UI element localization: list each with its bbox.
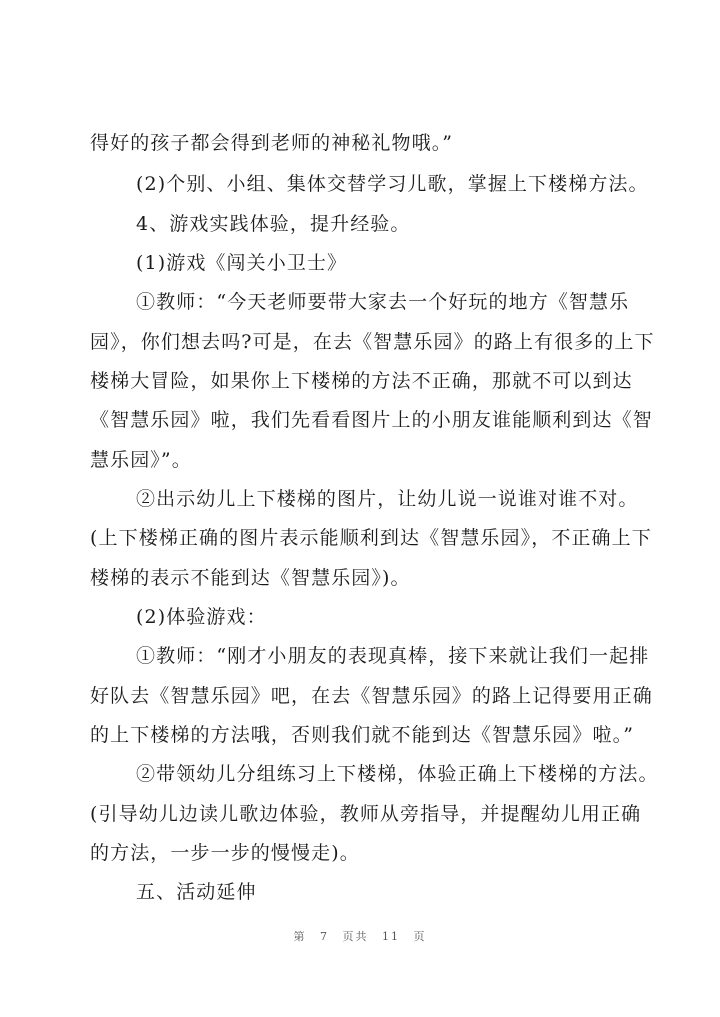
- text-line: ①教师：“刚才小朋友的表现真棒，接下来就让我们一起排: [136, 645, 650, 667]
- text-line: 的方法，一步一步的慢慢走)。: [90, 842, 360, 864]
- text-line: 《智慧乐园》啦，我们先看看图片上的小朋友谁能顺利到达《智: [90, 409, 653, 431]
- text-line: ②出示幼儿上下楼梯的图片，让幼儿说一说谁对谁不对。: [136, 488, 639, 510]
- text-line: 好队去《智慧乐园》吧，在去《智慧乐园》的路上记得要用正确: [90, 685, 653, 707]
- text-line: 的上下楼梯的方法哦，否则我们就不能到达《智慧乐园》啦。”: [90, 724, 635, 746]
- page-footer: [0, 928, 720, 944]
- text-line: ②带领幼儿分组练习上下楼梯，体验正确上下楼梯的方法。: [136, 763, 659, 785]
- text-line: 园》，你们想去吗?可是，在去《智慧乐园》的路上有很多的上下: [90, 331, 655, 353]
- text-line: (2)个别、小组、集体交替学习儿歌，掌握上下楼梯方法。: [136, 173, 649, 195]
- text-line: (引导幼儿边读儿歌边体验，教师从旁指导，并提醒幼儿用正确: [90, 803, 642, 825]
- text-line: 得好的孩子都会得到老师的神秘礼物哦。”: [90, 132, 454, 154]
- section-heading: 五、活动延伸: [136, 881, 257, 903]
- text-line: ①教师：“今天老师要带大家去一个好玩的地方《智慧乐: [136, 291, 630, 313]
- text-line: 慧乐园》”。: [90, 449, 192, 471]
- text-line: (2)体验游戏：: [136, 606, 267, 628]
- footer-label-prefix: 第: [293, 930, 307, 943]
- text-line: (上下楼梯正确的图片表示能顺利到达《智慧乐园》，不正确上下: [90, 527, 652, 549]
- text-line: 楼梯的表示不能到达《智慧乐园》)。: [90, 567, 411, 589]
- text-line: (1)游戏《闯关小卫士》: [136, 252, 348, 274]
- footer-total-pages: 11: [382, 930, 400, 943]
- text-line: 4、游戏实践体验，提升经验。: [136, 213, 411, 235]
- footer-label-suffix: 页: [413, 930, 427, 943]
- footer-page-number: 7: [320, 930, 329, 943]
- text-line: 楼梯大冒险，如果你上下楼梯的方法不正确，那就不可以到达: [90, 370, 633, 392]
- footer-label-mid: 页共: [342, 930, 369, 943]
